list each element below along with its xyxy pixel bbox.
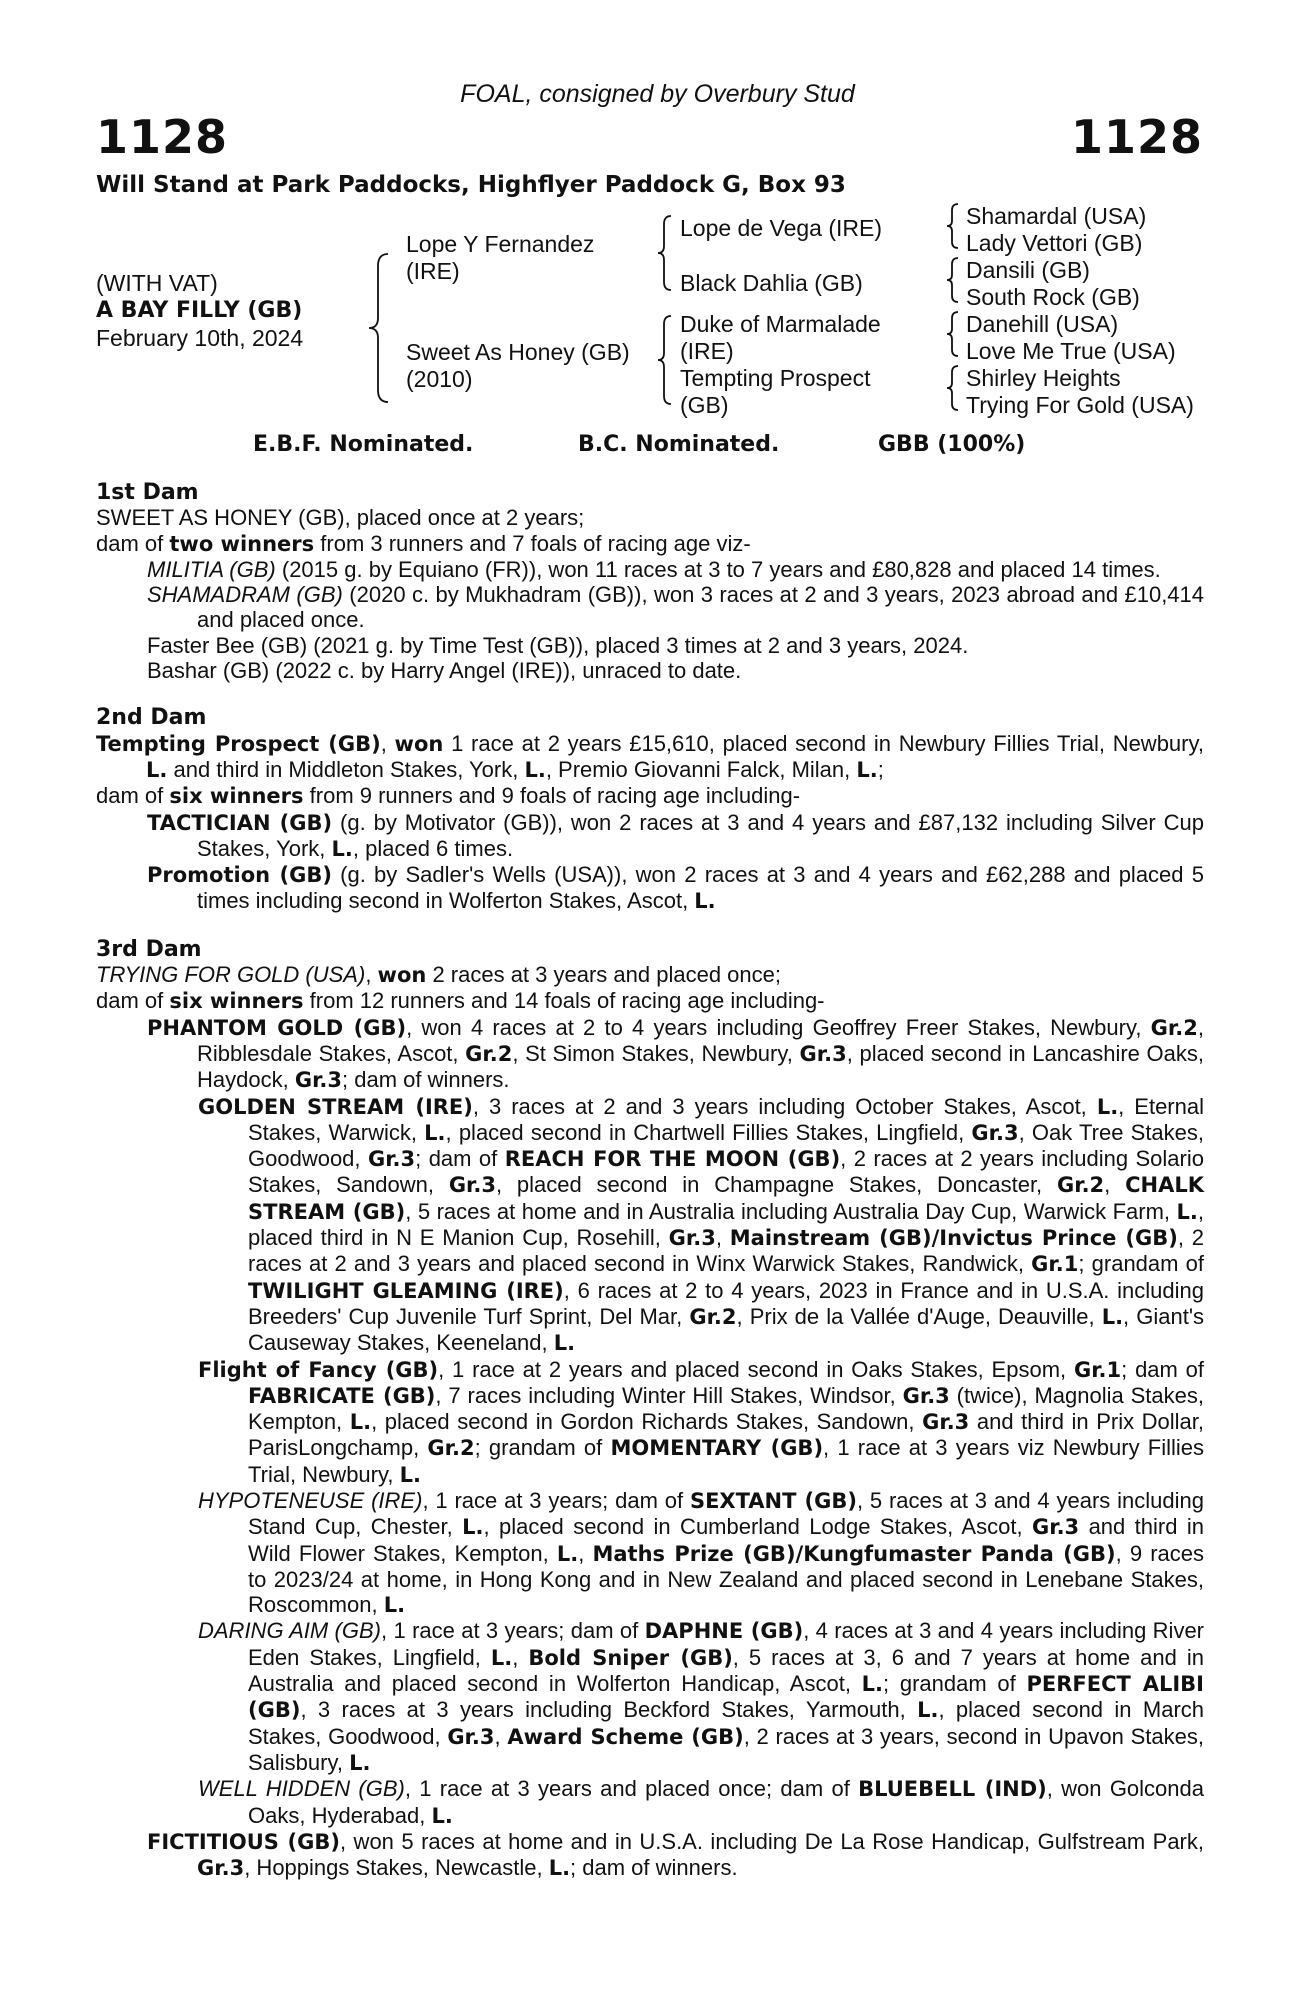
second-dam-produce-summary: dam of six winners from 9 runners and 9 foals of racing age including- (96, 783, 801, 809)
pedigree-sire-dam: Black Dahlia (GB) (680, 270, 863, 296)
produce-promotion: Promotion (GB) (g. by Sadler's Wells (USA)), won 2 races at 3 and 4 years and £62,288 and placed 5 times including second in Wolferton Stakes, Ascot, L. (147, 862, 1204, 914)
third-dam-line: TRYING FOR GOLD (USA), won 2 races at 3 years and placed once; (96, 962, 781, 988)
lot-number-right: 1128 (1070, 110, 1203, 164)
pedigree-brace-dd (944, 364, 960, 412)
produce-bashar: Bashar (GB) (2022 c. by Harry Angel (IRE)), unraced to date. (147, 658, 742, 684)
produce-shamadram: SHAMADRAM (GB) (2020 c. by Mukhadram (GB)), won 3 races at 2 and 3 years, 2023 abroad and £10,414 and placed once. (147, 582, 1205, 633)
pedigree-ssd: Lady Vettori (GB) (966, 230, 1143, 256)
produce-fictitious: FICTITIOUS (GB), won 5 races at home and in U.S.A. including De La Rose Handicap, Gulfstream Park, Gr.3, Hoppings Stakes, Newcastle, L.; dam of winners. (147, 1828, 1204, 1881)
bc-nomination: B.C. Nominated. (578, 432, 780, 457)
pedigree-brace-ss (944, 202, 960, 250)
pedigree-brace-sire (655, 214, 673, 292)
consignment-line: FOAL, consigned by Overbury Stud (460, 80, 855, 108)
pedigree-ddd: Trying For Gold (USA) (966, 392, 1194, 418)
produce-faster-bee: Faster Bee (GB) (2021 g. by Time Test (GB)), placed 3 times at 2 and 3 years, 2024. (147, 632, 969, 658)
produce-tactician: TACTICIAN (GB) (g. by Motivator (GB)), won 2 races at 3 and 4 years and £87,132 including Silver Cup Stakes, York, L., placed 6 times. (147, 809, 1204, 861)
produce-phantom-gold: PHANTOM GOLD (GB), won 4 races at 2 to 4 years including Geoffrey Freer Stakes, Newbury, Gr.2, Ribblesdale Stakes, Ascot, Gr.2, St Simon Stakes, Newbury, Gr.3, placed second in Lancashire Oaks, Haydock, Gr.3; dam of winners. (147, 1014, 1204, 1093)
produce-well-hidden: WELL HIDDEN (GB), 1 race at 3 years and placed once; dam of BLUEBELL (IND), won Golconda Oaks, Hyderabad, L. (198, 1776, 1204, 1828)
second-dam-heading: 2nd Dam (96, 705, 207, 731)
catalogue-body (96, 480, 1204, 1881)
pedigree-dam-dam: Tempting Prospect (GB) (680, 365, 871, 418)
lot-number-left: 1128 (96, 110, 229, 164)
foaling-date: February 10th, 2024 (96, 325, 304, 351)
pedigree-dds: Shirley Heights (966, 365, 1121, 391)
second-dam-line: Tempting Prospect (GB), won 1 race at 2 years £15,610, placed second in Newbury Fillies Trial, Newbury, L. and third in Middleton Stakes, York, L., Premio Giovanni Falck, Milan, L.; (96, 730, 1204, 782)
pedigree-dam: Sweet As Honey (GB) (2010) (406, 339, 630, 392)
third-dam-produce-summary: dam of six winners from 12 runners and 14 foals of racing age including- (96, 988, 825, 1014)
first-dam-heading: 1st Dam (96, 480, 199, 505)
pedigree-brace-sd (944, 256, 960, 304)
pedigree-sss: Shamardal (USA) (966, 203, 1147, 229)
first-dam-produce-summary: dam of two winners from 3 runners and 7 foals of racing age viz- (96, 530, 751, 556)
vat-label: (WITH VAT) (96, 270, 218, 296)
pedigree-sire-sire: Lope de Vega (IRE) (680, 215, 883, 241)
produce-hypoteneuse: HYPOTENEUSE (IRE), 1 race at 3 years; dam of SEXTANT (GB), 5 races at 3 and 4 years including Stand Cup, Chester, L., placed second in Cumberland Lodge Stakes, Ascot, Gr.3 and third in Wild Flower Stakes, Kempton, L., Maths Prize (GB)/Kungfumaster Panda (GB), 9 races to 2023/24 at home, in Hong Kong and in New Zealand and placed second in Lenebane Stakes, Roscommon, L. (198, 1487, 1204, 1618)
pedigree-sdd: South Rock (GB) (966, 284, 1140, 310)
pedigree-brace-main (366, 252, 390, 404)
horse-name: A BAY FILLY (GB) (96, 298, 303, 323)
pedigree-brace-ds (944, 310, 960, 358)
first-dam-line: SWEET AS HONEY (GB), placed once at 2 years; (96, 505, 585, 531)
third-dam-heading: 3rd Dam (96, 936, 202, 962)
produce-daring-aim: DARING AIM (GB), 1 race at 3 years; dam of DAPHNE (GB), 4 races at 3 and 4 years including River Eden Stakes, Lingfield, L., Bold Sniper (GB), 5 races at 3, 6 and 7 years at home and in Australia and placed second in Wolferton Handicap, Ascot, L.; grandam of PERFECT ALIBI (GB), 3 races at 3 years including Beckford Stakes, Yarmouth, L., placed second in March Stakes, Goodwood, Gr.3, Award Scheme (GB), 2 races at 3 years, second in Upavon Stakes, Salisbury, L. (198, 1618, 1205, 1775)
pedigree-dsd: Love Me True (USA) (966, 338, 1176, 364)
pedigree-dss: Danehill (USA) (966, 311, 1119, 337)
produce-flight-of-fancy: Flight of Fancy (GB), 1 race at 2 years and placed second in Oaks Stakes, Epsom, Gr.1; dam of FABRICATE (GB), 7 races including Winter Hill Stakes, Windsor, Gr.3 (twice), Magnolia Stakes, Kempton, L., placed second in Gordon Richards Stakes, Sandown, Gr.3 and third in Prix Dollar, ParisLongchamp, Gr.2; grandam of MOMENTARY (GB), 1 race at 3 years viz Newbury Fillies Trial, Newbury, L. (198, 1356, 1205, 1487)
pedigree-brace-dam (655, 314, 673, 406)
gbb-status: GBB (100%) (878, 432, 1026, 457)
pedigree-sds: Dansili (GB) (966, 257, 1090, 283)
stand-location: Will Stand at Park Paddocks, Highflyer Paddock G, Box 93 (96, 172, 846, 198)
produce-militia: MILITIA (GB) (2015 g. by Equiano (FR)), won 11 races at 3 to 7 years and £80,828 and placed 14 times. (147, 556, 1161, 582)
ebf-nomination: E.B.F. Nominated. (253, 432, 474, 457)
pedigree-dam-sire: Duke of Marmalade (IRE) (680, 311, 881, 364)
pedigree-sire: Lope Y Fernandez (IRE) (406, 231, 595, 284)
produce-golden-stream: GOLDEN STREAM (IRE), 3 races at 2 and 3 years including October Stakes, Ascot, L., Eternal Stakes, Warwick, L., placed second in Chartwell Fillies Stakes, Lingfield, Gr.3, Oak Tree Stakes, Goodwood, Gr.3; dam of REACH FOR THE MOON (GB), 2 races at 2 years including Solario Stakes, Sandown, Gr.3, placed second in Champagne Stakes, Doncaster, Gr.2, CHALK STREAM (GB), 5 races at home and in Australia including Australia Day Cup, Warwick Farm, L., placed third in N E Manion Cup, Rosehill, Gr.3, Mainstream (GB)/Invictus Prince (GB), 2 races at 2 and 3 years and placed second in Winx Warwick Stakes, Randwick, Gr.1; grandam of TWILIGHT GLEAMING (IRE), 6 races at 2 to 4 years, 2023 in France and in U.S.A. including Breeders' Cup Juvenile Turf Sprint, Del Mar, Gr.2, Prix de la Vallée d'Auge, Deauville, L., Giant's Causeway Stakes, Keeneland, L. (198, 1093, 1205, 1356)
